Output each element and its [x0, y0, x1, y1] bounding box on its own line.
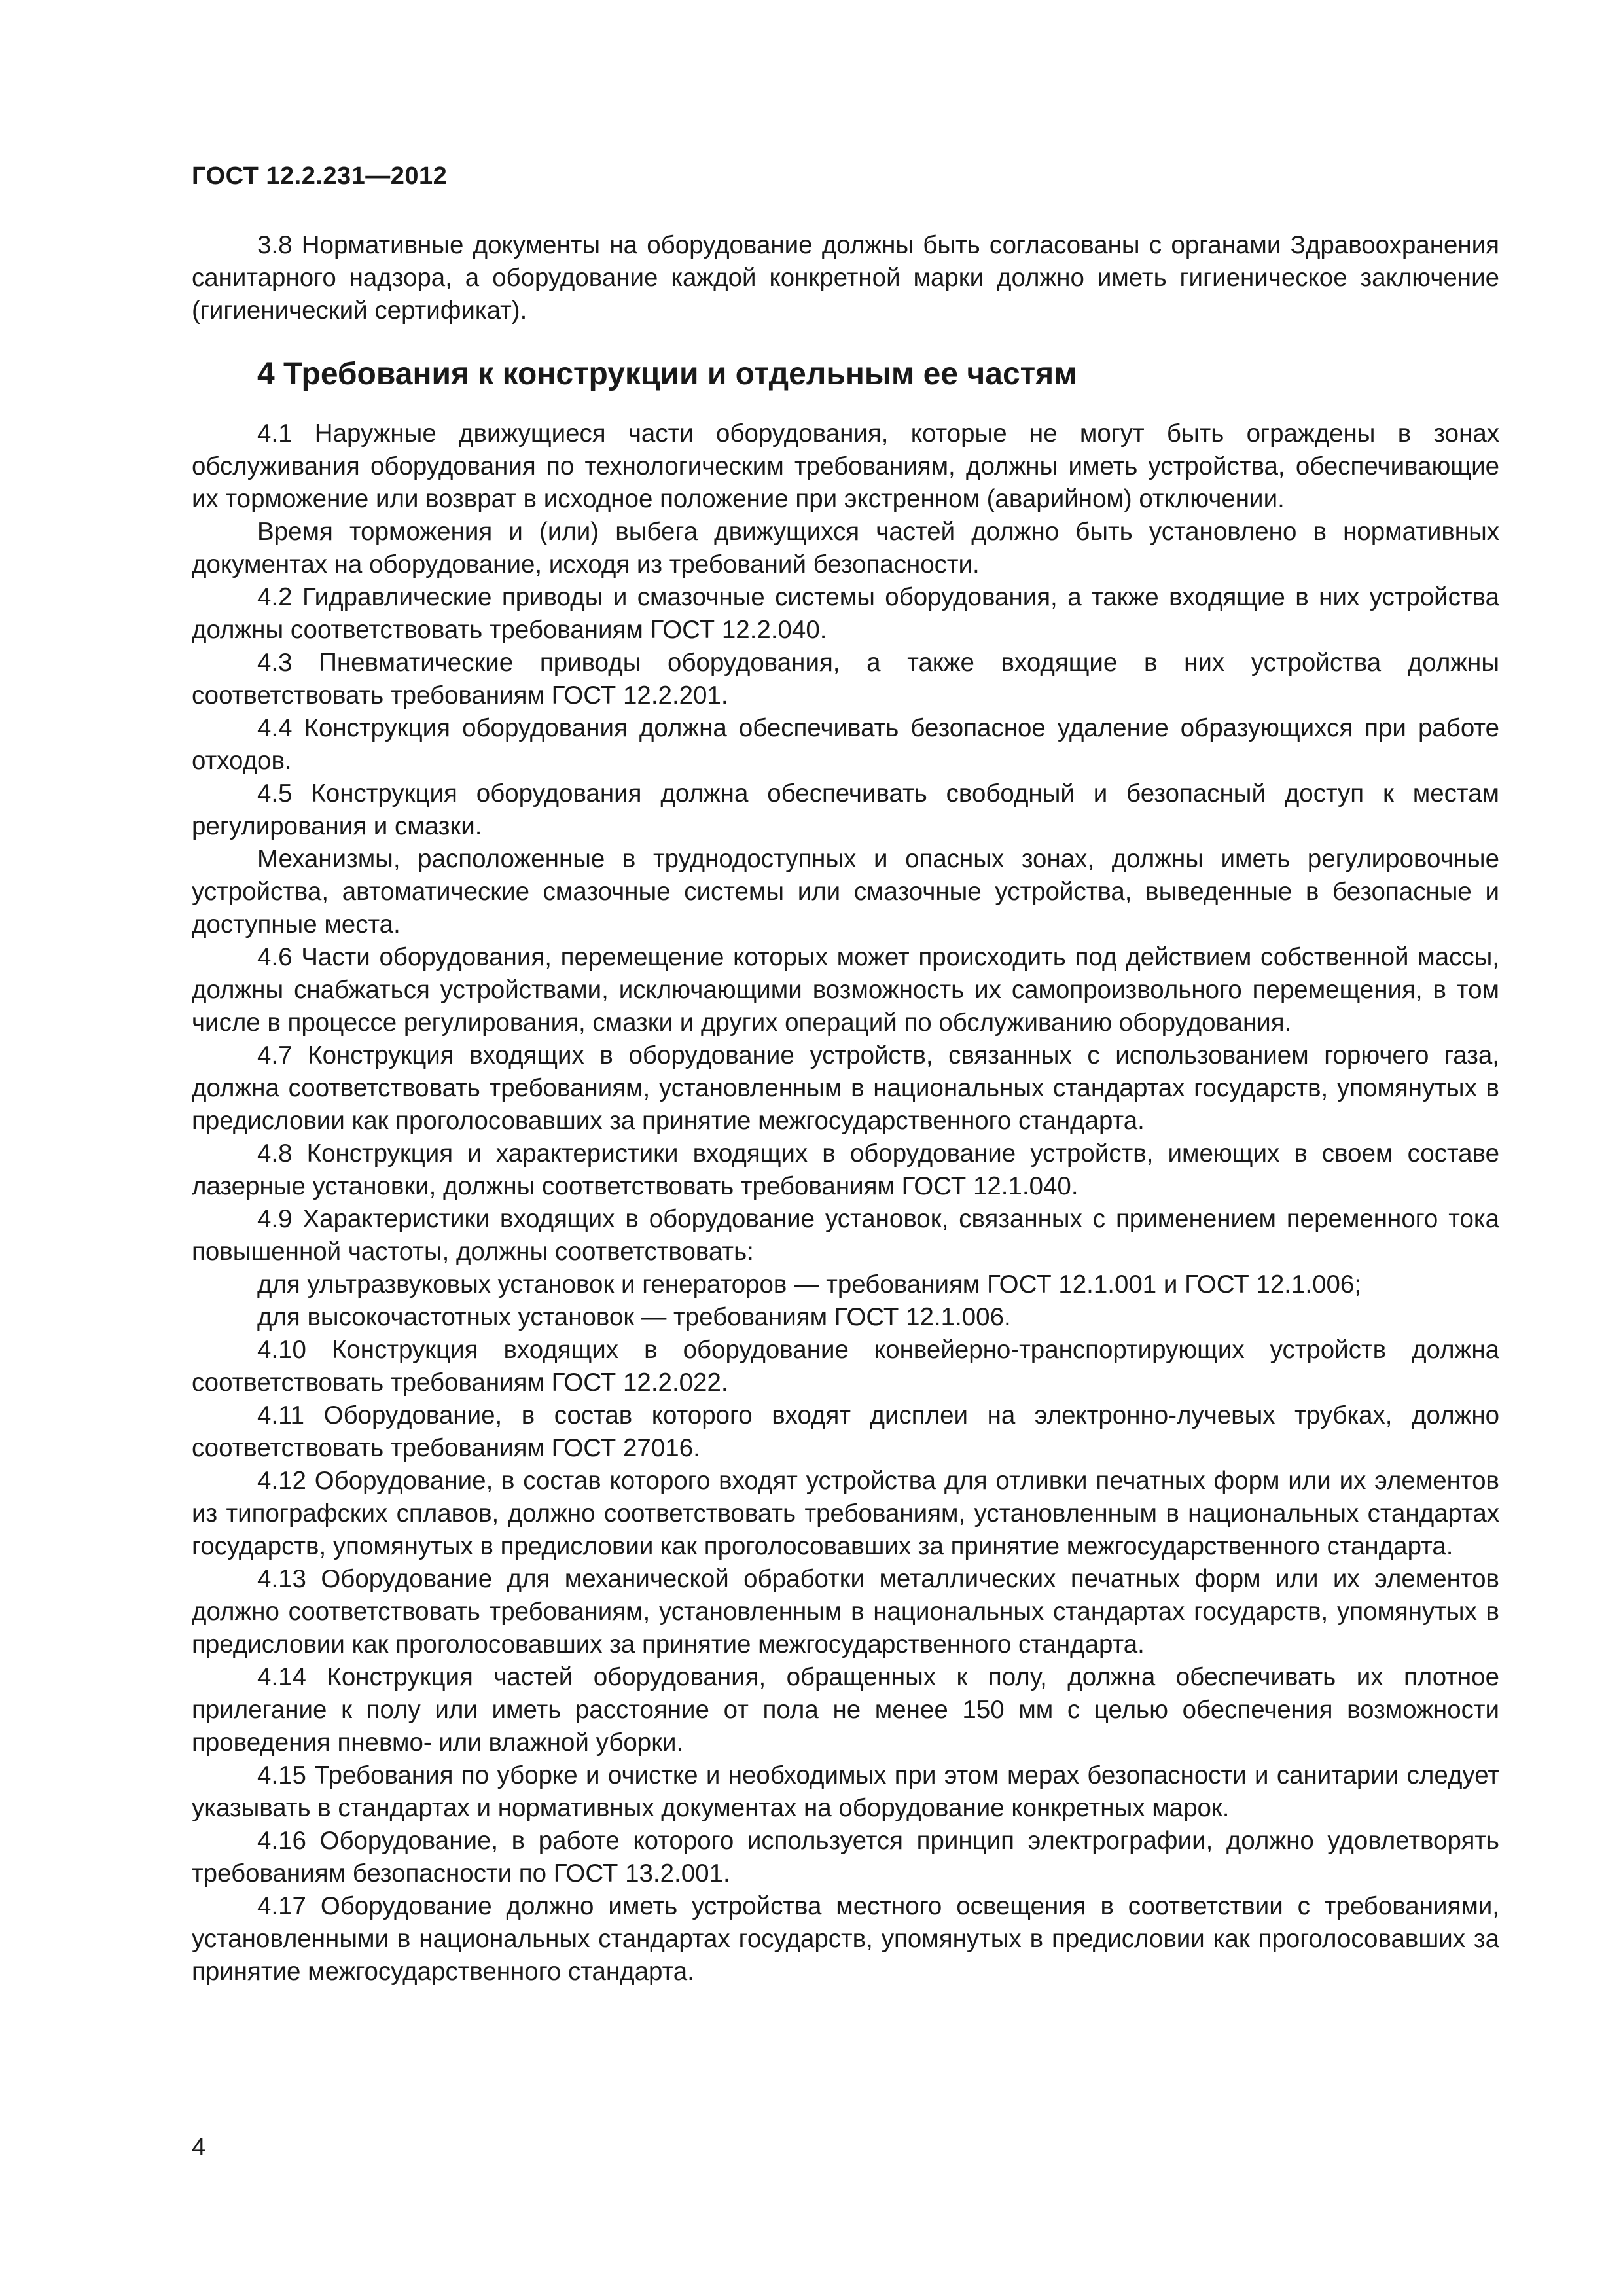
paragraph-4-7: 4.7 Конструкция входящих в оборудование устройств, связанных с использованием горючего газа, должна соответствовать требованиям, установленным в национальных стандартах государств, упомянутых в предисловии как проголосовавших за принятие межгосударственного стандарта.: [192, 1041, 1499, 1135]
paragraph-4-2: 4.2 Гидравлические приводы и смазочные системы оборудования, а также входящие в них устройства должны соответствовать требованиям ГОСТ 12.2.040.: [192, 583, 1499, 644]
paragraph-4-3: 4.3 Пневматические приводы оборудования, а также входящие в них устройства должны соответствовать требованиям ГОСТ 12.2.201.: [192, 649, 1499, 709]
paragraph-4-11: 4.11 Оборудование, в состав которого входят дисплеи на электронно-лучевых трубках, должно соответствовать требованиям ГОСТ 27016.: [192, 1401, 1499, 1462]
paragraph-4-1: 4.1 Наружные движущиеся части оборудования, которые не могут быть ограждены в зонах обслуживания оборудования по технологическим требованиям, должны иметь устройства, обеспечивающие их торможение или возврат в исходное положение при экстренном (аварийном) отключении.: [192, 420, 1499, 513]
paragraph-4-5: 4.5 Конструкция оборудования должна обеспечивать свободный и безопасный доступ к местам регулирования и смазки.: [192, 780, 1499, 840]
paragraph-4-5-mechanisms: Механизмы, расположенные в труднодоступных и опасных зонах, должны иметь регулировочные устройства, автоматические смазочные системы или смазочные устройства, выведенные в безопасные и доступные места.: [192, 845, 1499, 939]
document-code-header: ГОСТ 12.2.231—2012: [192, 162, 448, 190]
paragraph-4-8: 4.8 Конструкция и характеристики входящих в оборудование устройств, имеющих в своем составе лазерные установки, должны соответствовать требованиям ГОСТ 12.1.040.: [192, 1139, 1499, 1200]
paragraph-4-12: 4.12 Оборудование, в состав которого входят устройства для отливки печатных форм или их элементов из типографских сплавов, должно соответствовать требованиям, установленным в национальных стандартах государств, упомянутых в предисловии как проголосовавших за принятие межгосударственного стандарта.: [192, 1467, 1499, 1560]
section-heading-4: 4 Требования к конструкции и отдельным ее частям: [257, 357, 1077, 391]
paragraph-4-15: 4.15 Требования по уборке и очистке и необходимых при этом мерах безопасности и санитарии следует указывать в стандартах и нормативных документах на оборудование конкретных марок.: [192, 1761, 1499, 1822]
paragraph-4-6: 4.6 Части оборудования, перемещение которых может происходить под действием собственной массы, должны снабжаться устройствами, исключающими возможность их самопроизвольного перемещения, в том числе в процессе регулирования, смазки и других операций по обслуживанию оборудования.: [192, 943, 1499, 1037]
paragraph-4-16: 4.16 Оборудование, в работе которого используется принцип электрографии, должно удовлетворять требованиям безопасности по ГОСТ 13.2.001.: [192, 1827, 1499, 1888]
document-body: [192, 229, 1499, 1988]
paragraph-3-8: 3.8 Нормативные документы на оборудование должны быть согласованы с органами Здравоохранения санитарного надзора, а оборудование каждой конкретной марки должно иметь гигиеническое заключение (гигиенический сертификат).: [192, 231, 1499, 325]
page-number: 4: [192, 2134, 206, 2161]
paragraph-4-1-braking-time: Время торможения и (или) выбега движущихся частей должно быть установлено в нормативных документах на оборудование, исходя из требований безопасности.: [192, 518, 1499, 579]
paragraph-4-9: 4.9 Характеристики входящих в оборудование установок, связанных с применением переменного тока повышенной частоты, должны соответствовать:: [192, 1205, 1499, 1266]
paragraph-4-9-high-frequency: для высокочастотных установок — требованиям ГОСТ 12.1.006.: [257, 1303, 1011, 1331]
document-page: [192, 0, 1499, 2296]
paragraph-4-17: 4.17 Оборудование должно иметь устройства местного освещения в соответствии с требованиями, установленными в национальных стандартах государств, упомянутых в предисловии как проголосовавших за принятие межгосударственного стандарта.: [192, 1892, 1499, 1986]
paragraph-4-9-ultrasonic: для ультразвуковых установок и генераторов — требованиям ГОСТ 12.1.001 и ГОСТ 12.1.006;: [257, 1270, 1362, 1299]
paragraph-4-10: 4.10 Конструкция входящих в оборудование конвейерно-транспортирующих устройств должна соответствовать требованиям ГОСТ 12.2.022.: [192, 1336, 1499, 1397]
paragraph-4-4: 4.4 Конструкция оборудования должна обеспечивать безопасное удаление образующихся при работе отходов.: [192, 714, 1499, 775]
paragraph-4-13: 4.13 Оборудование для механической обработки металлических печатных форм или их элементов должно соответствовать требованиям, установленным в национальных стандартах государств, упомянутых в предисловии как проголосовавших за принятие межгосударственного стандарта.: [192, 1565, 1499, 1659]
paragraph-4-14: 4.14 Конструкция частей оборудования, обращенных к полу, должна обеспечивать их плотное прилегание к полу или иметь расстояние от пола не менее 150 мм с целью обеспечения возможности проведения пневмо- или влажной уборки.: [192, 1663, 1499, 1757]
